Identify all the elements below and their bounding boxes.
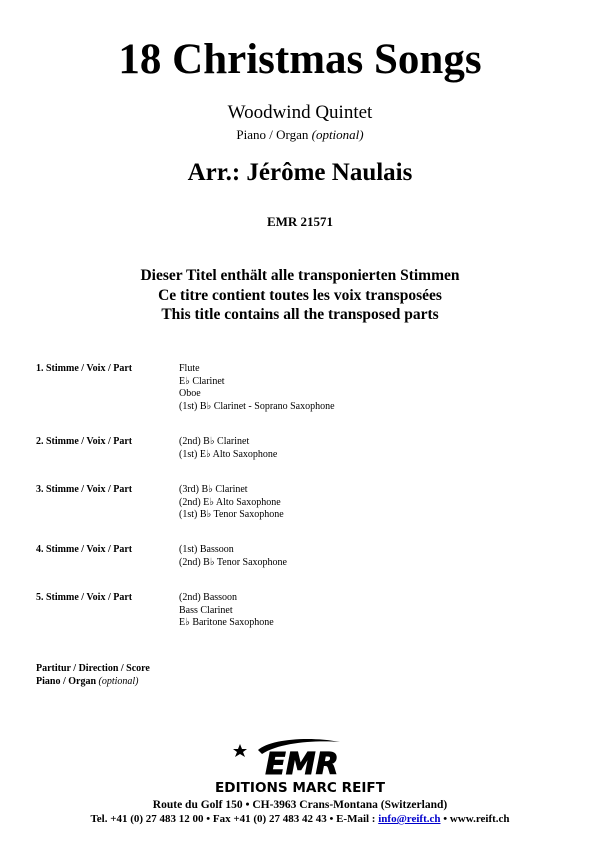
emr-logo-graphic (200, 736, 400, 796)
instrument-item: Bass Clarinet (179, 604, 233, 616)
part-5-label: 5. Stimme / Voix / Part (36, 592, 133, 603)
part-1-instruments (179, 363, 335, 413)
instrument-item: (1st) Bassoon (179, 544, 234, 555)
accompaniment-line (0, 127, 600, 142)
instrument-item: (3rd) B♭ Clarinet (179, 484, 248, 495)
emr-logo (200, 736, 400, 796)
instrument-item: (1st) B♭ Tenor Saxophone (179, 509, 284, 520)
publisher-address: Route du Golf 150 • CH-3963 Crans-Montana (Switzerland) (152, 799, 448, 811)
instrument-item: (2nd) Bassoon (179, 592, 238, 603)
score-label: Partitur / Direction / Score (36, 663, 150, 674)
catalog-number: EMR 21571 (266, 214, 334, 229)
instrument-item: (2nd) B♭ Clarinet (179, 436, 250, 447)
part-4-label: 4. Stimme / Voix / Part (36, 544, 133, 555)
part-3-label: 3. Stimme / Voix / Part (36, 484, 133, 495)
instrument-item: E♭ Clarinet (179, 375, 225, 387)
part-3-instruments (179, 484, 284, 522)
contact-phone-fax: Tel. +41 (0) 27 483 12 00 • Fax +41 (0) 27 483 42 43 • E-Mail : (90, 813, 379, 825)
ensemble-subtitle: Woodwind Quintet (227, 102, 373, 123)
instrument-item: (1st) B♭ Clarinet - Soprano Saxophone (179, 400, 335, 412)
instrument-item: Flute (179, 363, 200, 374)
contact-website: • www.reift.ch (440, 813, 510, 825)
publisher-contact (0, 812, 600, 826)
part-5-instruments (179, 592, 274, 630)
instrument-item: (2nd) B♭ Tenor Saxophone (179, 556, 287, 568)
email-link[interactable]: info@reift.ch (378, 813, 441, 825)
part-1-label: 1. Stimme / Voix / Part (36, 363, 133, 374)
part-4-instruments (179, 544, 287, 569)
logo-mark: EMR (265, 747, 339, 782)
instrument-item: E♭ Baritone Saxophone (179, 617, 274, 628)
accompaniment-optional: (optional) (311, 127, 364, 142)
score-section (36, 663, 150, 688)
arranger: Arr.: Jérôme Naulais (187, 159, 413, 186)
part-2-instruments (179, 436, 277, 461)
score-accompaniment (36, 676, 150, 689)
part-2-label: 2. Stimme / Voix / Part (36, 436, 133, 447)
accompaniment-main: Piano / Organ (236, 127, 309, 142)
notice-line-en: This title contains all the transposed parts (161, 306, 439, 323)
instrument-item: Oboe (179, 388, 201, 399)
notice-line-fr: Ce titre contient toutes les voix transposées (158, 286, 442, 304)
logo-wordmark: EDITIONS MARC REIFT (215, 781, 386, 796)
score-accompaniment-optional: (optional) (98, 675, 139, 687)
page-title: 18 Christmas Songs (118, 36, 482, 83)
transposition-notice (0, 266, 600, 325)
notice-line-de: Dieser Titel enthält alle transponierten Stimmen (140, 267, 460, 284)
instrument-item: (2nd) E♭ Alto Saxophone (179, 496, 281, 508)
score-accompaniment-main: Piano / Organ (36, 675, 97, 687)
logo-star-icon (233, 744, 247, 757)
instrument-item: (1st) E♭ Alto Saxophone (179, 448, 278, 460)
